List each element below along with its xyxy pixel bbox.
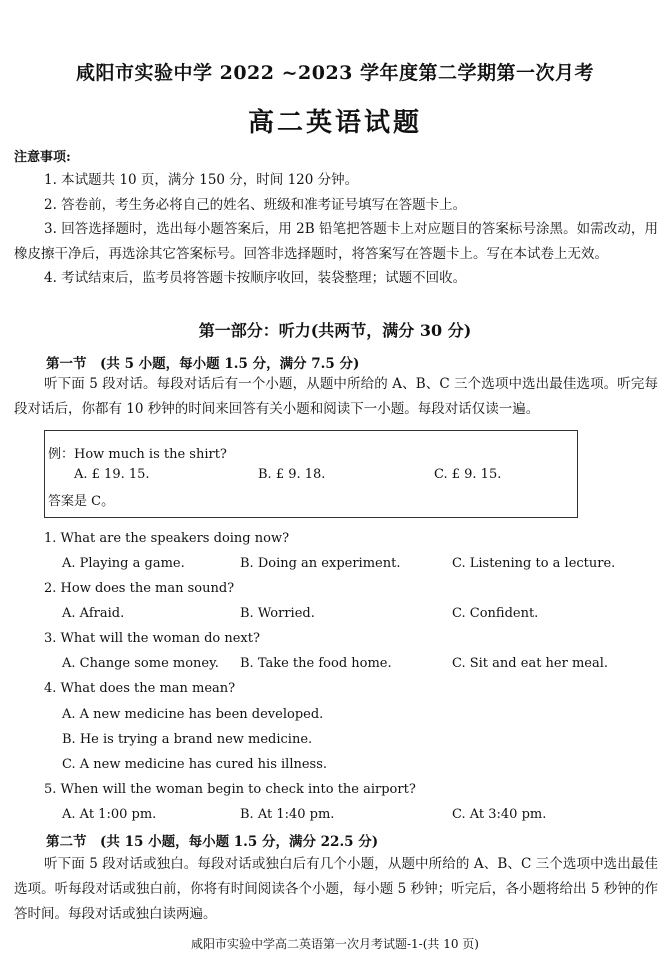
question-option-c: C. A new medicine has cured his illness. <box>62 757 328 772</box>
page-footer: 咸阳市实验中学高二英语第一次月考试题-1-(共 10 页) <box>190 937 479 951</box>
example-option-a: A. £ 19. 15. <box>74 467 150 482</box>
example-option-c: C. £ 9. 15. <box>434 467 502 482</box>
section-two-instructions <box>14 852 658 927</box>
question-option-b: B. At 1:40 pm. <box>240 807 335 822</box>
example-question: 例：How much is the shirt? <box>48 447 227 462</box>
question-option-a: A. A new medicine has been developed. <box>62 707 324 722</box>
section-one-instructions <box>14 372 658 422</box>
question-option-a: A. Playing a game. <box>62 556 185 571</box>
instruction-text: 听下面 5 段对话或独白。每段对话或独白后有几个小题，从题中所给的 A、B、C 三个选项中选出最佳选项。听每段对话或独白前，你将有时间阅读各个小题，每小题 5 秒钟；听完后，各小题将给出 5 秒钟的作答时间。每段对话或独白读两遍。 <box>14 856 658 922</box>
question-option-b: B. Take the food home. <box>240 656 392 671</box>
question-option-c: C. Listening to a lecture. <box>452 556 616 571</box>
part-one-title: 第一部分：听力(共两节，满分 30 分) <box>198 321 472 340</box>
question-option-b: B. Worried. <box>240 606 315 621</box>
notes-item: 3. 回答选择题时，选出每小题答案后，用 2B 铅笔把答题卡上对应题目的答案标号涂黑。如需改动，用橡皮擦干净后，再选涂其它答案标号。回答非选择题时，将答案写在答题卡上。写在本试卷上无效。 <box>14 221 658 262</box>
question-option-b: B. He is trying a brand new medicine. <box>62 732 313 747</box>
section-two-title: 第二节 (共 15 小题，每小题 1.5 分，满分 22.5 分) <box>46 834 379 850</box>
question-stem: 5. When will the woman begin to check into the airport? <box>44 782 416 797</box>
question-option-a: A. At 1:00 pm. <box>62 807 157 822</box>
question-option-c: C. Confident. <box>452 606 539 621</box>
question-option-b: B. Doing an experiment. <box>240 556 401 571</box>
instruction-text: 听下面 5 段对话。每段对话后有一个小题，从题中所给的 A、B、C 三个选项中选出最佳选项。听完每段对话后，你都有 10 秒钟的时间来回答有关小题和阅读下一小题。每段对话仅读一遍。 <box>14 376 658 417</box>
exam-title: 高二英语试题 <box>247 108 422 138</box>
notes-title: 注意事项: <box>14 150 71 165</box>
section-one-title: 第一节 (共 5 小题，每小题 1.5 分，满分 7.5 分) <box>46 356 360 372</box>
example-answer: 答案是 C。 <box>48 494 115 509</box>
question-stem: 3. What will the woman do next? <box>44 631 260 646</box>
notes-list <box>14 168 658 291</box>
question-option-c: C. At 3:40 pm. <box>452 807 547 822</box>
example-option-b: B. £ 9. 18. <box>258 467 326 482</box>
notes-item: 2. 答卷前，考生务必将自己的姓名、班级和准考证号填写在答题卡上。 <box>44 196 467 213</box>
question-option-c: C. Sit and eat her meal. <box>452 656 609 671</box>
school-exam-header: 咸阳市实验中学 2022 ~2023 学年度第二学期第一次月考 <box>75 62 595 84</box>
question-stem: 1. What are the speakers doing now? <box>44 531 290 546</box>
notes-item: 1. 本试题共 10 页，满分 150 分，时间 120 分钟。 <box>44 172 359 188</box>
notes-item: 4. 考试结束后，监考员将答题卡按顺序收回，装袋整理；试题不回收。 <box>44 270 467 286</box>
question-option-a: A. Change some money. <box>62 656 219 671</box>
question-option-a: A. Afraid. <box>62 606 125 621</box>
question-stem: 4. What does the man mean? <box>44 681 236 696</box>
question-stem: 2. How does the man sound? <box>44 581 235 596</box>
